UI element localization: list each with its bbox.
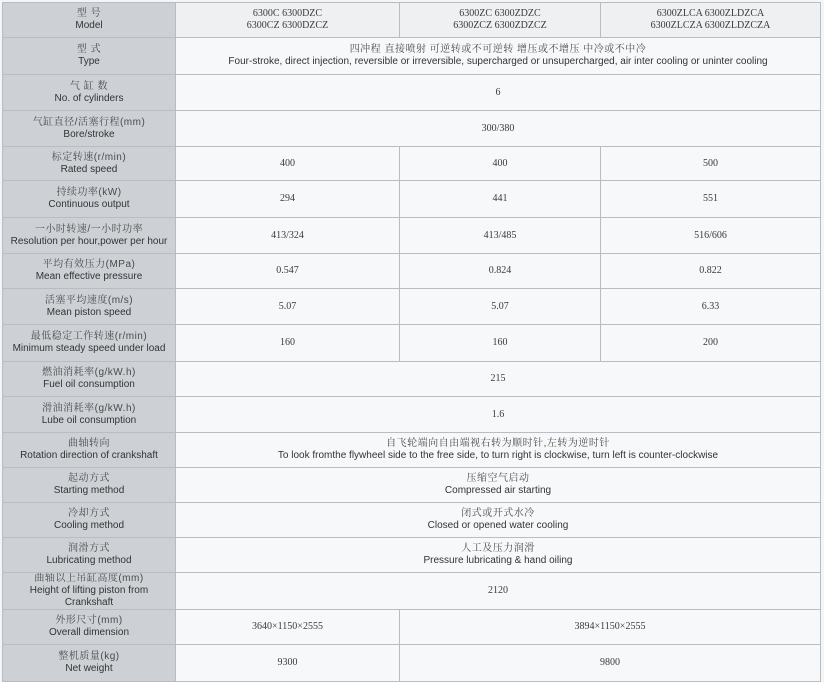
table-row-net-weight: [3, 645, 821, 682]
row-label: 滑油消耗率(g/kW.h) Lube oil consumption: [3, 397, 176, 433]
row-label: 最低稳定工作转速(r/min) Minimum steady speed under load: [3, 325, 176, 362]
row-value: 人工及压力润滑 Pressure lubricating & hand oiling: [176, 538, 821, 573]
table-row-overall-dimension: [3, 610, 821, 645]
row-value: 160: [176, 325, 400, 362]
engine-spec-table: [2, 2, 821, 682]
row-label: 润滑方式 Lubricating method: [3, 538, 176, 573]
row-label: 燃油消耗率(g/kW.h) Fuel oil consumption: [3, 362, 176, 397]
row-value: 0.824: [400, 254, 601, 289]
table-row-bore-stroke: [3, 111, 821, 147]
row-value: 6.33: [601, 289, 821, 325]
table-row-minimum-speed: [3, 325, 821, 362]
table-row-fuel-consumption: [3, 362, 821, 397]
row-value: 413/324: [176, 218, 400, 254]
table-row-cylinders: [3, 75, 821, 111]
table-row-lube-consumption: [3, 397, 821, 433]
row-label: 曲轴以上吊缸高度(mm) Height of lifting piston from Crankshaft: [3, 573, 176, 610]
row-value: 294: [176, 181, 400, 218]
row-value: 2120: [176, 573, 821, 610]
table-row-hourly: [3, 218, 821, 254]
row-value: 5.07: [400, 289, 601, 325]
row-label: 型 式 Type: [3, 38, 176, 75]
table-row-lifting-height: [3, 573, 821, 610]
row-label: 标定转速(r/min) Rated speed: [3, 147, 176, 181]
row-label: 起动方式 Starting method: [3, 468, 176, 503]
row-value: 3640×1150×2555: [176, 610, 400, 645]
row-value: 3894×1150×2555: [400, 610, 821, 645]
table-row-continuous-output: [3, 181, 821, 218]
row-value: 413/485: [400, 218, 601, 254]
row-value: 闭式或开式水冷 Closed or opened water cooling: [176, 503, 821, 538]
row-value: 200: [601, 325, 821, 362]
row-value: 6: [176, 75, 821, 111]
row-value: 压缩空气启动 Compressed air starting: [176, 468, 821, 503]
table-row-rated-speed: [3, 147, 821, 181]
row-label: 曲轴转向 Rotation direction of crankshaft: [3, 433, 176, 468]
row-value: 9300: [176, 645, 400, 682]
row-label: 气缸直径/活塞行程(mm) Bore/stroke: [3, 111, 176, 147]
row-label: 气 缸 数 No. of cylinders: [3, 75, 176, 111]
row-value: 551: [601, 181, 821, 218]
row-value: 四冲程 直接喷射 可逆转或不可逆转 增压或不增压 中冷或不中冷 Four-stroke, direct injection, reversible or irreversible, supercharged or unsupercharged, air inter cooling or uninter cooling: [176, 38, 821, 75]
row-value: 215: [176, 362, 821, 397]
model-group-3: 6300ZLCA 6300ZLDZCA 6300ZLCZA 6300ZLDZCZA: [601, 3, 821, 38]
row-label: 整机质量(kg) Net weight: [3, 645, 176, 682]
table-row-mean-effective-pressure: [3, 254, 821, 289]
row-value: 400: [176, 147, 400, 181]
row-value: 300/380: [176, 111, 821, 147]
row-value: 441: [400, 181, 601, 218]
table-row-lubricating-method: [3, 538, 821, 573]
row-label: 持续功率(kW) Continuous output: [3, 181, 176, 218]
row-value: 自飞轮端向自由端视右转为顺时针,左转为逆时针 To look fromthe flywheel side to the free side, to turn right is clockwise, turn left is counter-clockwise: [176, 433, 821, 468]
table-row-mean-piston-speed: [3, 289, 821, 325]
table-row-starting-method: [3, 468, 821, 503]
table-row-rotation-direction: [3, 433, 821, 468]
row-label: 活塞平均速度(m/s) Mean piston speed: [3, 289, 176, 325]
row-value: 516/606: [601, 218, 821, 254]
row-value: 0.822: [601, 254, 821, 289]
table-row-type: [3, 38, 821, 75]
row-label: 一小时转速/一小时功率 Resolution per hour,power per hour: [3, 218, 176, 254]
row-label: 平均有效压力(MPa) Mean effective pressure: [3, 254, 176, 289]
row-value: 1.6: [176, 397, 821, 433]
row-value: 160: [400, 325, 601, 362]
table-row-cooling-method: [3, 503, 821, 538]
row-label: 型 号 Model: [3, 3, 176, 38]
model-group-2: 6300ZC 6300ZDZC 6300ZCZ 6300ZDZCZ: [400, 3, 601, 38]
row-label: 冷却方式 Cooling method: [3, 503, 176, 538]
row-value: 400: [400, 147, 601, 181]
row-label: 外形尺寸(mm) Overall dimension: [3, 610, 176, 645]
row-value: 9800: [400, 645, 821, 682]
row-value: 5.07: [176, 289, 400, 325]
model-group-1: 6300C 6300DZC 6300CZ 6300DZCZ: [176, 3, 400, 38]
row-value: 500: [601, 147, 821, 181]
table-row-model: [3, 3, 821, 38]
row-value: 0.547: [176, 254, 400, 289]
